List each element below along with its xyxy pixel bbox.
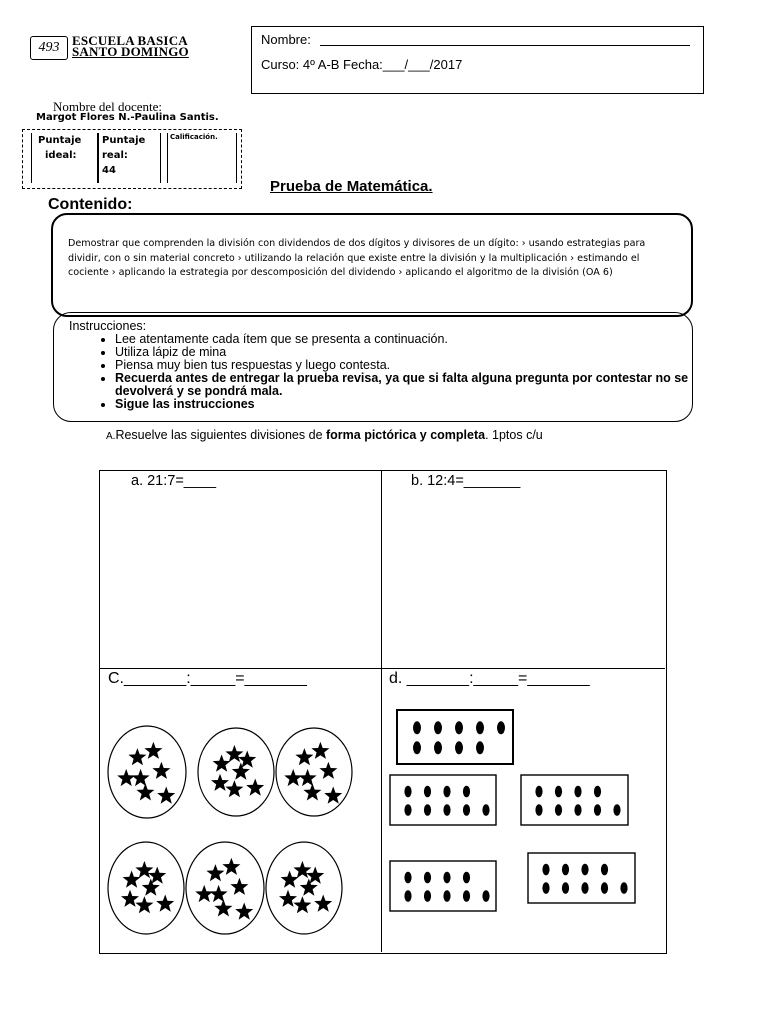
score-real-label2: real: bbox=[102, 150, 128, 161]
star-icon bbox=[135, 861, 153, 878]
star-icon bbox=[206, 864, 224, 881]
star-icon bbox=[293, 896, 311, 913]
content-heading: Contenido: bbox=[48, 196, 133, 213]
dot-icon bbox=[594, 786, 601, 798]
star-icon bbox=[281, 871, 299, 888]
dot-group-rectangle bbox=[390, 775, 496, 825]
star-icon bbox=[195, 885, 213, 902]
dot-icon bbox=[404, 804, 411, 816]
dot-icon bbox=[574, 804, 581, 816]
dot-icon bbox=[413, 721, 421, 734]
dot-icon bbox=[535, 786, 542, 798]
dot-icon bbox=[404, 872, 411, 884]
grade-label: Calificación. bbox=[170, 133, 218, 141]
star-icon bbox=[152, 762, 170, 779]
dot-icon bbox=[434, 741, 442, 754]
instruction-item: • Recuerda antes de entregar la prueba revisa, ya que si falta alguna pregunta por contestar no se devolverá y se pondrá mala. bbox=[115, 372, 692, 398]
dot-group-rectangle bbox=[521, 775, 628, 825]
instruction-item: • Sigue las instrucciones bbox=[115, 398, 692, 411]
dot-icon bbox=[555, 786, 562, 798]
star-icon bbox=[132, 769, 150, 786]
dot-icon bbox=[601, 864, 608, 876]
star-icon bbox=[123, 871, 141, 888]
instruction-item: • Piensa muy bien tus respuestas y luego contesta. bbox=[115, 359, 692, 372]
star-icon bbox=[117, 769, 135, 786]
star-icon bbox=[225, 780, 243, 797]
star-icon bbox=[300, 879, 318, 896]
dot-icon bbox=[404, 786, 411, 798]
dot-icon bbox=[613, 804, 620, 816]
star-icon bbox=[235, 903, 253, 920]
dot-icon bbox=[594, 804, 601, 816]
dot-icon bbox=[535, 804, 542, 816]
star-icon bbox=[128, 748, 146, 765]
section-a-text: Resuelve las siguientes divisiones de bbox=[115, 428, 326, 442]
star-icon bbox=[324, 787, 342, 804]
dot-icon bbox=[542, 882, 549, 894]
star-icon bbox=[230, 878, 248, 895]
dot-icon bbox=[443, 890, 450, 902]
dot-group-rectangle bbox=[390, 861, 496, 911]
star-icon bbox=[246, 779, 264, 796]
dot-group-rectangle bbox=[397, 710, 513, 764]
star-icon bbox=[157, 787, 175, 804]
instruction-item: • Lee atentamente cada ítem que se presenta a continuación. bbox=[115, 333, 692, 346]
score-ideal-label: Puntaje bbox=[38, 135, 82, 146]
school-name-line2: SANTO DOMINGO bbox=[72, 44, 189, 59]
page-title: Prueba de Matemática. bbox=[270, 178, 433, 195]
dot-icon bbox=[497, 721, 505, 734]
dot-icon bbox=[443, 786, 450, 798]
star-icon bbox=[136, 783, 154, 800]
school-name-line1: ESCUELA BASICA bbox=[72, 33, 188, 48]
dot-icon bbox=[476, 741, 484, 754]
star-icon bbox=[156, 895, 174, 912]
star-icon bbox=[144, 742, 162, 759]
star-icon bbox=[284, 769, 302, 786]
dot-icon bbox=[562, 864, 569, 876]
star-icon bbox=[314, 895, 332, 912]
dot-icon bbox=[574, 786, 581, 798]
dot-icon bbox=[413, 741, 421, 754]
star-icon bbox=[222, 858, 240, 875]
dot-icon bbox=[424, 872, 431, 884]
score-real-label: Puntaje bbox=[102, 135, 146, 146]
dot-icon bbox=[581, 864, 588, 876]
dot-icon bbox=[404, 890, 411, 902]
dot-icon bbox=[542, 864, 549, 876]
dot-icon bbox=[555, 804, 562, 816]
question-a[interactable]: a. 21:7=____ bbox=[131, 473, 217, 489]
dot-icon bbox=[562, 882, 569, 894]
star-icon bbox=[232, 763, 250, 780]
star-icon bbox=[279, 890, 297, 907]
star-icon bbox=[299, 769, 317, 786]
dot-icon bbox=[601, 882, 608, 894]
teacher-label: Nombre del docente: bbox=[53, 99, 163, 114]
dot-icon bbox=[455, 741, 463, 754]
dot-icon bbox=[463, 804, 470, 816]
dot-icon bbox=[476, 721, 484, 734]
section-a-points: . 1ptos c/u bbox=[485, 428, 543, 442]
question-c[interactable]: C._______:_____=_______ bbox=[108, 670, 307, 687]
instructions-heading: Instrucciones: bbox=[69, 319, 147, 333]
star-group-circle bbox=[276, 728, 352, 816]
dot-icon bbox=[463, 786, 470, 798]
star-icon bbox=[319, 762, 337, 779]
star-icon bbox=[293, 861, 311, 878]
star-icon bbox=[211, 774, 229, 791]
star-icon bbox=[225, 745, 243, 762]
star-icon bbox=[214, 899, 232, 916]
name-label: Nombre: bbox=[261, 32, 311, 47]
dot-icon bbox=[581, 882, 588, 894]
school-logo: 493 bbox=[30, 36, 68, 60]
course-date-line: Curso: 4º A-B Fecha:___/___/2017 bbox=[261, 57, 463, 72]
dot-group-rectangle bbox=[528, 853, 635, 903]
score-real-value: 44 bbox=[102, 165, 116, 176]
score-ideal-label2: ideal: bbox=[45, 150, 77, 161]
star-icon bbox=[303, 783, 321, 800]
star-icon bbox=[210, 885, 228, 902]
dot-icon bbox=[443, 804, 450, 816]
section-a-bold: forma pictórica y completa bbox=[326, 428, 486, 442]
star-icon bbox=[121, 890, 139, 907]
star-icon bbox=[311, 742, 329, 759]
dot-icon bbox=[620, 882, 627, 894]
content-text: Demostrar que comprenden la división con dividendos de dos dígitos y divisores de un dígito: › usando estrategias para dividir, con o sin material concreto › utilizando la relación que existe entre la división y la multiplicación › estimando el cociente › aplicando la estrategia por descomposición del dividendo › aplicando el algoritmo de la división (OA 6) bbox=[68, 238, 646, 278]
star-icon bbox=[295, 748, 313, 765]
dot-icon bbox=[434, 721, 442, 734]
dot-icon bbox=[463, 890, 470, 902]
star-icon bbox=[213, 755, 231, 772]
dot-icon bbox=[424, 804, 431, 816]
star-icon bbox=[135, 896, 153, 913]
question-b[interactable]: b. 12:4=_______ bbox=[411, 473, 521, 489]
dot-icon bbox=[482, 804, 489, 816]
instruction-item: • Utiliza lápiz de mina bbox=[115, 346, 692, 359]
dot-icon bbox=[424, 890, 431, 902]
dot-icon bbox=[455, 721, 463, 734]
dot-icon bbox=[463, 872, 470, 884]
teacher-names: Margot Flores N.-Paulina Santis. bbox=[36, 112, 219, 123]
section-a-letter: A. bbox=[106, 431, 116, 442]
dot-icon bbox=[482, 890, 489, 902]
dot-icon bbox=[443, 872, 450, 884]
question-d[interactable]: d. _______:_____=_______ bbox=[389, 670, 590, 687]
dot-icon bbox=[424, 786, 431, 798]
star-icon bbox=[142, 879, 160, 896]
star-group-circle bbox=[186, 842, 264, 934]
star-group-circle bbox=[108, 726, 186, 818]
